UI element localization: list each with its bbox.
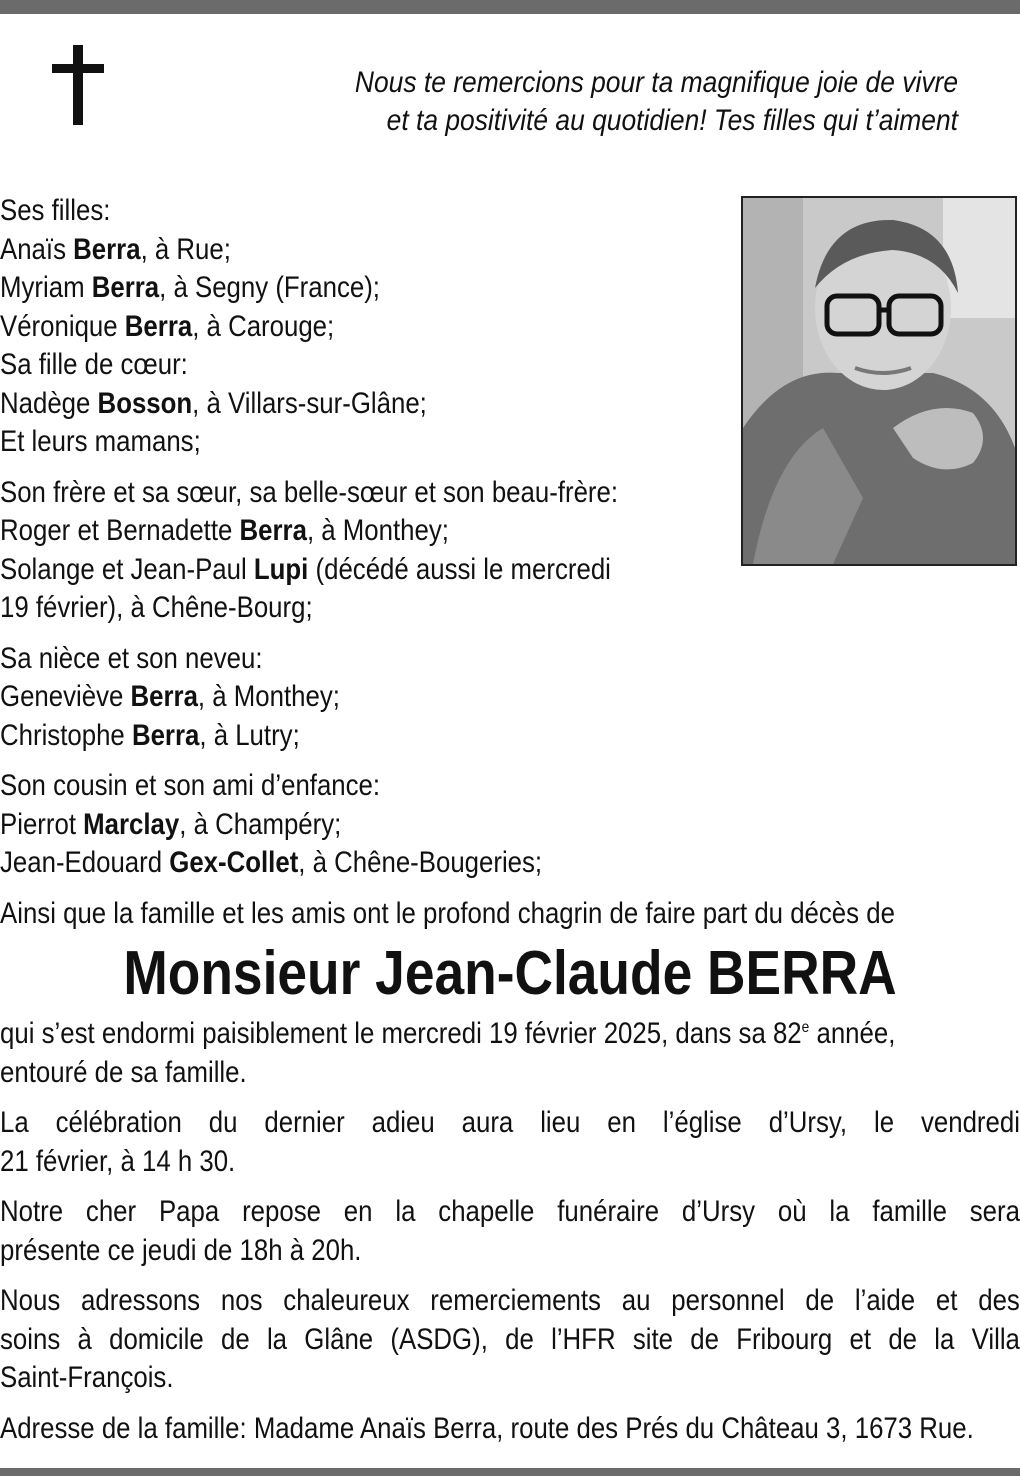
quote-line-2: et ta positivité au quotidien! Tes filles qui t’aiment	[386, 104, 959, 137]
frere-heading: Son frère et sa sœur, sa belle-sœur et son beau-frère:	[0, 475, 619, 509]
word: à	[77, 1322, 92, 1356]
bottom-rule	[0, 1468, 1020, 1476]
word: du	[208, 1106, 238, 1139]
word: chapelle	[438, 1195, 535, 1228]
remerciements-line-2	[0, 1321, 1020, 1360]
word: sera	[969, 1195, 1020, 1228]
family-member: Véronique Berra, à Carouge;	[0, 309, 335, 343]
word: personnel	[671, 1284, 785, 1317]
word: Notre	[0, 1195, 64, 1228]
word: vendredi	[920, 1106, 1020, 1139]
family-member: Solange et Jean-Paul Lupi (décédé aussi le mercredi	[0, 552, 611, 586]
word: Glâne	[304, 1322, 374, 1356]
word: Villa	[971, 1322, 1020, 1356]
death-line-1: qui s’est endormi paisiblement le mercredi 19 février 2025, dans sa 82e année,	[0, 1017, 896, 1050]
deceased-name: Monsieur Jean-Claude BERRA	[123, 939, 897, 1008]
niece-heading: Sa nièce et son neveu:	[0, 641, 263, 675]
word: chaleureux	[283, 1284, 410, 1317]
word: domicile	[109, 1322, 204, 1356]
word: de	[690, 1322, 719, 1356]
notice-body	[0, 192, 1020, 1448]
word: remerciements	[430, 1284, 601, 1317]
word: d’Ursy	[681, 1195, 756, 1228]
word: repose	[242, 1195, 321, 1228]
word: Papa	[158, 1195, 220, 1228]
word: lieu	[540, 1106, 581, 1139]
repose-line-2: présente ce jeudi de 18h à 20h.	[0, 1233, 362, 1267]
word: où	[777, 1195, 807, 1228]
word: famille	[872, 1195, 947, 1228]
family-member: Nadège Bosson, à Villars-sur-Glâne;	[0, 386, 427, 420]
word: soins	[0, 1322, 61, 1356]
family-member: Christophe Berra, à Lutry;	[0, 718, 300, 752]
dedication-quote	[324, 64, 958, 140]
word: Fribourg	[736, 1322, 833, 1356]
word: de	[805, 1284, 835, 1317]
word: l’église	[662, 1106, 742, 1139]
word: et	[935, 1284, 958, 1317]
mamans-line: Et leurs mamans;	[0, 425, 201, 458]
word: dernier	[264, 1106, 345, 1139]
word: de	[220, 1322, 250, 1356]
family-member: Jean-Edouard Gex-Collet, à Chêne-Bougeries;	[0, 846, 543, 879]
word: site	[632, 1322, 673, 1356]
family-member: Pierrot Marclay, à Champéry;	[0, 807, 342, 841]
word: adressons	[81, 1284, 201, 1317]
remerciements-line-1	[0, 1282, 1020, 1321]
ainsi-line: Ainsi que la famille et les amis ont le profond chagrin de faire part du décès de	[0, 896, 895, 930]
word: adieu	[371, 1106, 435, 1139]
celebration-line-1	[0, 1104, 1020, 1143]
family-member-cont: 19 février), à Chêne-Bourg;	[0, 591, 313, 624]
word: et	[849, 1322, 872, 1356]
word: de	[505, 1322, 534, 1356]
word: au	[621, 1284, 651, 1317]
celebration-line-2: 21 février, à 14 h 30.	[0, 1144, 236, 1178]
coeur-heading: Sa fille de cœur:	[0, 348, 188, 381]
word: cher	[85, 1195, 137, 1228]
family-address: Adresse de la famille: Madame Anaïs Berra, route des Prés du Château 3, 1673 Rue.	[0, 1411, 974, 1445]
word: (ASDG),	[390, 1322, 488, 1356]
word: d’Ursy,	[768, 1106, 848, 1139]
quote-line-1: Nous te remercions pour ta magnifique joie de vivre	[354, 66, 958, 99]
word: aura	[461, 1106, 514, 1139]
word: La	[0, 1106, 29, 1139]
word: célébration	[55, 1106, 182, 1139]
family-member: Myriam Berra, à Segny (France);	[0, 271, 380, 304]
word: la	[829, 1195, 850, 1228]
filles-heading: Ses filles:	[0, 194, 111, 227]
word: la	[934, 1322, 955, 1356]
word: Nous	[0, 1284, 61, 1317]
repose-line-1	[0, 1193, 1020, 1232]
word: en	[343, 1195, 373, 1228]
word: nos	[220, 1284, 263, 1317]
death-line-2: entouré de sa famille.	[0, 1055, 247, 1089]
word: des	[978, 1284, 1020, 1317]
family-member: Geneviève Berra, à Monthey;	[0, 680, 340, 713]
word: la	[395, 1195, 416, 1228]
word: funéraire	[557, 1195, 660, 1228]
family-member: Roger et Bernadette Berra, à Monthey;	[0, 514, 449, 547]
word: l’HFR	[551, 1322, 616, 1356]
family-member: Anaïs Berra, à Rue;	[0, 232, 231, 266]
word: la	[266, 1322, 288, 1356]
word: le	[873, 1106, 895, 1139]
top-rule	[0, 0, 1020, 14]
cousin-heading: Son cousin et son ami d’enfance:	[0, 769, 381, 802]
remerciements-line-3: Saint-François.	[0, 1361, 174, 1394]
word: de	[888, 1322, 918, 1356]
word: l’aide	[854, 1284, 916, 1317]
word: en	[607, 1106, 636, 1139]
cross-icon	[52, 45, 104, 125]
